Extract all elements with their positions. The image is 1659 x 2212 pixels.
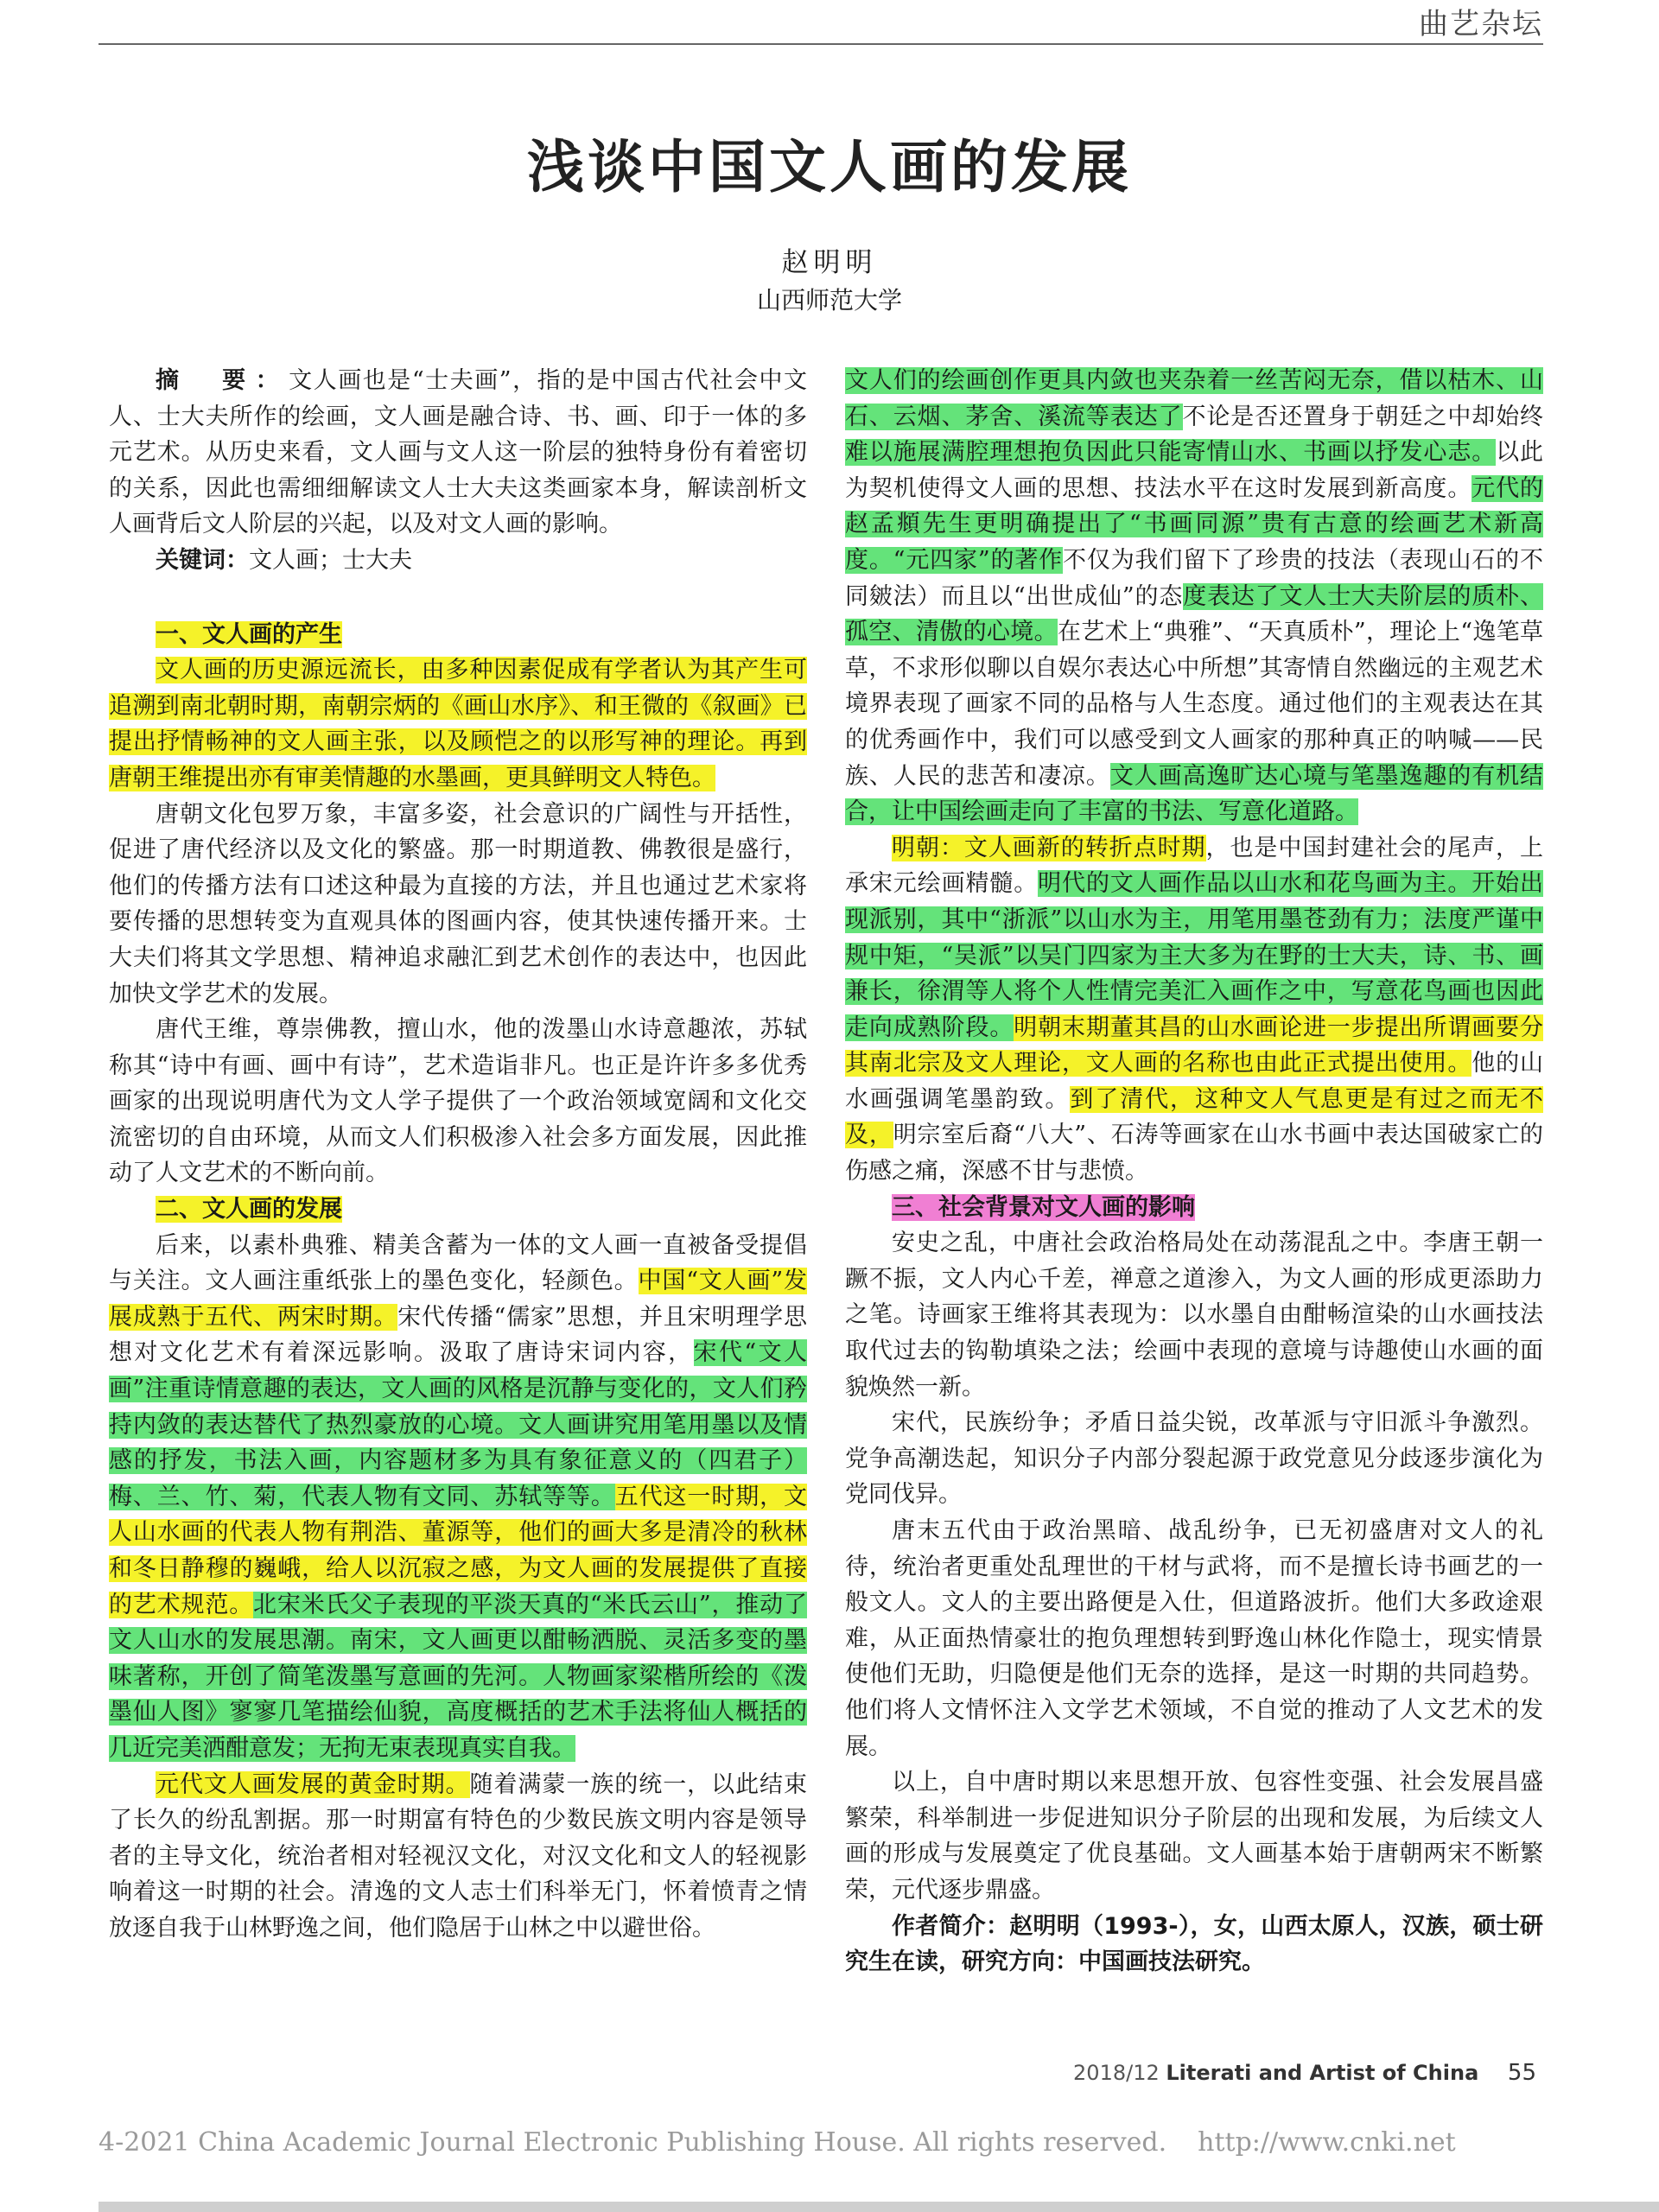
highlighted-text: 北宋米氏父子表现的平淡天真的“米氏云山”，推动了文人山水的发展思潮。南宋，文人画更以酣畅洒脱、灵活多变的墨味著称，开创了简笔泼墨写意画的先河。人物画家梁楷所绘的《泼墨仙人图》寥寥几笔描绘仙貌，高度概括的艺术手法将仙人概括的几近完美洒酣意发；无拘无束表现真实自我。	[109, 1591, 807, 1762]
section-heading-1	[109, 617, 807, 653]
highlighted-text: 到了清代，这种文人气息更是有过之而无不及，	[845, 1085, 1544, 1149]
text-run: 宋代传播“儒家”思想，并且宋明理学思想对文化艺术有着深远影响。汲取了唐诗宋词内容，	[109, 1303, 807, 1367]
highlighted-text: 文人画高逸旷达心境与笔墨逸趣的有机结合，让中国绘画走向了丰富的书法、写意化道路。	[845, 762, 1544, 826]
paragraph-continued	[845, 363, 1543, 830]
left-column	[109, 363, 807, 1947]
issue-number: 2018/12	[1073, 2061, 1160, 2085]
author-bio	[845, 1909, 1543, 1980]
journal-name: Literati and Artist of China	[1166, 2061, 1479, 2085]
header-rule	[99, 43, 1543, 45]
text-run: 他的山水画强调笔墨韵致。	[845, 1050, 1544, 1113]
text-run: 随着满蒙一族的统一，以此结束了长久的纷乱割据。那一时期富有特色的少数民族文明内容是领导者的主导文化，统治者相对轻视汉文化，对汉文化和文人的轻视影响着这一时期的社会。清逸的文人志士们科举无门，怀着愤青之情放逐自我于山林野逸之间，他们隐居于山林之中以避世俗。	[109, 1770, 807, 1942]
highlighted-text: 明代的文人画作品以山水和花鸟画为主。开始出现派别，其中“浙派”以山水为主，用笔用墨苍劲有力；法度严谨中规中矩，“吴派”以吴门四家为主大多为在野的士大夫，诗、书、画兼长，徐渭等人将个人性情完美汇入画作之中，写意花鸟画也因此走向成熟阶段。	[845, 870, 1544, 1041]
keywords-label: 关键词：	[156, 546, 249, 574]
section-heading-2-text: 二、文人画的发展	[156, 1196, 342, 1224]
author-bio-label: 作者简介：	[892, 1912, 1010, 1940]
text-run: 后来，以素朴典雅、精美含蓄为一体的文人画一直被备受提倡与关注。文人画注重纸张上的墨色变化，轻颜色。	[109, 1231, 807, 1295]
highlighted-text: 文人们的绘画创作更具内敛也夹杂着一丝苦闷无奈，借以枯木、山石、云烟、茅舍、溪流等表达了	[845, 367, 1543, 430]
section-heading-1-text: 一、文人画的产生	[156, 620, 342, 648]
paragraph	[109, 1767, 807, 1947]
abstract-label: 摘 要：	[156, 367, 289, 394]
highlighted-text: 明朝：文人画新的转折点时期	[892, 834, 1206, 861]
highlighted-text: 宋代“文人画”注重诗情意趣的表达，文人画的风格是沉静与变化的，文人们矜持内敛的表达替代了热烈豪放的心境。文人画讲究用笔用墨以及情感的抒发，书法入画，内容题材多为具有象征意义的（四君子）梅、兰、竹、菊，代表人物有文同、苏轼等等。	[109, 1339, 807, 1510]
spacer	[109, 579, 807, 617]
highlighted-text: 元代的赵孟頫先生更明确提出了“书画同源”贵有古意的绘画艺术新高度。“元四家”的著作	[845, 474, 1544, 574]
right-column	[845, 363, 1543, 1980]
keywords-text: 文人画；士大夫	[249, 546, 412, 574]
running-head: 曲艺杂坛	[1419, 7, 1543, 41]
text-run: 以此为契机使得文人画的思想、技法水平在这时发展到新高度。	[845, 439, 1544, 502]
abstract	[109, 363, 807, 543]
highlighted-text: 元代文人画发展的黄金时期。	[156, 1770, 470, 1798]
paragraph	[845, 830, 1543, 1190]
text-run: 不论是否还置身于朝廷之中却始终	[1182, 403, 1543, 430]
affiliation: 山西师范大学	[756, 286, 902, 315]
paragraph: 唐末五代由于政治黑暗、战乱纷争，已无初盛唐对文人的礼待，统治者更重处乱理世的干材与武将，而不是擅长诗书画艺的一般文人。文人的主要出路便是入仕，但道路波折。他们大多政途艰难，从正面热情豪壮的抱负理想转到野逸山林化作隐士，现实情景使他们无助，归隐便是他们无奈的选择，是这一时期的共同趋势。他们将人文情怀注入文学艺术领域，不自觉的推动了人文艺术的发展。	[845, 1517, 1543, 1760]
copyright-url: http://www.cnki.net	[1198, 2127, 1456, 2158]
highlighted-text: 明朝末期董其昌的山水画论进一步提出所谓画要分其南北宗及文人理论，文人画的名称也由此正式提出使用。	[845, 1014, 1543, 1077]
page-title: 浅谈中国文人画的发展	[527, 134, 1132, 200]
paragraph	[109, 1228, 807, 1767]
paragraph: 唐朝文化包罗万象，丰富多姿，社会意识的广阔性与开括性，促进了唐代经济以及文化的繁盛。那一时期道教、佛教很是盛行，他们的传播方法有口述这种最为直接的方法，并且也通过艺术家将要传播的思想转变为直观具体的图画内容，使其快速传播开来。士大夫们将其文学思想、精神追求融汇到艺术创作的表达中，也因此加快文学艺术的发展。	[109, 800, 807, 1007]
section-heading-3	[845, 1190, 1543, 1226]
paragraph: 唐代王维，尊崇佛教，擅山水，他的泼墨山水诗意趣浓，苏轼称其“诗中有画、画中有诗”，艺术造诣非凡。也正是许许多多优秀画家的出现说明唐代为文人学子提供了一个政治领域宽阔和文化交流密切的自由环境，从而文人们积极渗入社会多方面发展，因此推动了人文艺术的不断向前。	[109, 1016, 807, 1187]
highlighted-text: 文人画的历史源远流长，由多种因素促成有学者认为其产生可追溯到南北朝时期，南朝宗炳的《画山水序》、和王微的《叙画》已提出抒情畅神的文人画主张，以及顾恺之的以形写神的理论。再到唐朝王维提出亦有审美情趣的水墨画，更具鲜明文人特色。	[109, 657, 807, 791]
text-run: ，也是中国封建社会的尾声，上承宋元绘画精髓。	[845, 834, 1543, 898]
author-bio-text-tail: 硕士研究生在读，研究方向：中国画技法研究。	[845, 1912, 1544, 1976]
paragraph	[109, 652, 807, 796]
bottom-bar	[99, 2202, 1659, 2212]
section-heading-2	[109, 1192, 807, 1228]
keywords	[109, 543, 807, 579]
copyright-text: 4-2021 China Academic Journal Electronic Publishing House. All rights reserved.	[99, 2127, 1167, 2158]
text-run: 明宗室后裔“八大”、石涛等画家在山水书画中表达国破家亡的伤感之痛，深感不甘与悲愤。	[845, 1122, 1544, 1185]
highlighted-text: 难以施展满腔理想抱负因此只能寄情山水、书画以抒发心志。	[845, 439, 1497, 467]
page-number: 55	[1507, 2060, 1536, 2086]
highlighted-text: 五代这一时期，文人山水画的代表人物有荆浩、董源等，他们的画大多是清冷的秋林和冬日静穆的巍峨，给人以沉寂之感，为文人画的发展提供了直接的艺术规范。	[109, 1483, 807, 1618]
abstract-text: 文人画也是“士夫画”，指的是中国古代社会中文人、士大夫所作的绘画，文人画是融合诗、书、画、印于一体的多元艺术。从历史来看，文人画与文人这一阶层的独特身份有着密切的关系，因此也需细细解读文人士大夫这类画家本身，解读剖析文人画背后文人阶层的兴起，以及对文人画的影响。	[109, 367, 808, 538]
highlighted-text: 中国“文人画”发展成熟于五代、两宋时期。	[109, 1268, 808, 1331]
paragraph: 以上，自中唐时期以来思想开放、包容性变强、社会发展昌盛繁荣，科举制进一步促进知识分子阶层的出现和发展，为后续文人画的形成与发展奠定了优良基础。文人画基本始于唐朝两宋不断繁荣，元代逐步鼎盛。	[845, 1769, 1543, 1904]
paragraph: 宋代，民族纷争；矛盾日益尖锐，改革派与守旧派斗争激烈。党争高潮迭起，知识分子内部分裂起源于政党意见分歧逐步演化为党同伐异。	[845, 1409, 1543, 1509]
paragraph: 安史之乱，中唐社会政治格局处在动荡混乱之中。李唐王朝一蹶不振，文人内心千差，禅意之道渗入，为文人画的形成更添助力之笔。诗画家王维将其表现为：以水墨自由酣畅渲染的山水画技法取代过去的钩勒填染之法；绘画中表现的意境与诗趣使山水画的面貌焕然一新。	[845, 1230, 1543, 1401]
section-heading-3-text: 三、社会背景对文人画的影响	[892, 1193, 1195, 1221]
text-run: 在艺术上“典雅”、“天真质朴”，理论上“逸笔草草，不求形似聊以自娱尔表达心中所想”其寄情自然幽远的主观艺术境界表现了画家不同的品格与人生态度。通过他们的主观表达在其的优秀画作中，我们可以感受到文人画家的那种真正的呐喊——民族、人民的悲苦和凄凉。	[845, 619, 1544, 790]
highlighted-text: 度表达了文人士大夫阶层的质朴、孤空、清傲的心境。	[845, 582, 1544, 646]
author-name: 赵明明	[781, 247, 878, 278]
journal-footer	[1073, 2060, 1536, 2086]
text-run: 不仅为我们留下了珍贵的技法（表现山石的不同皴法）而且以“出世成仙”的态	[845, 546, 1544, 610]
copyright-notice	[99, 2127, 1456, 2158]
author-bio-text: 赵明明（1993-），女，山西太原人，汉族，	[1009, 1912, 1473, 1940]
